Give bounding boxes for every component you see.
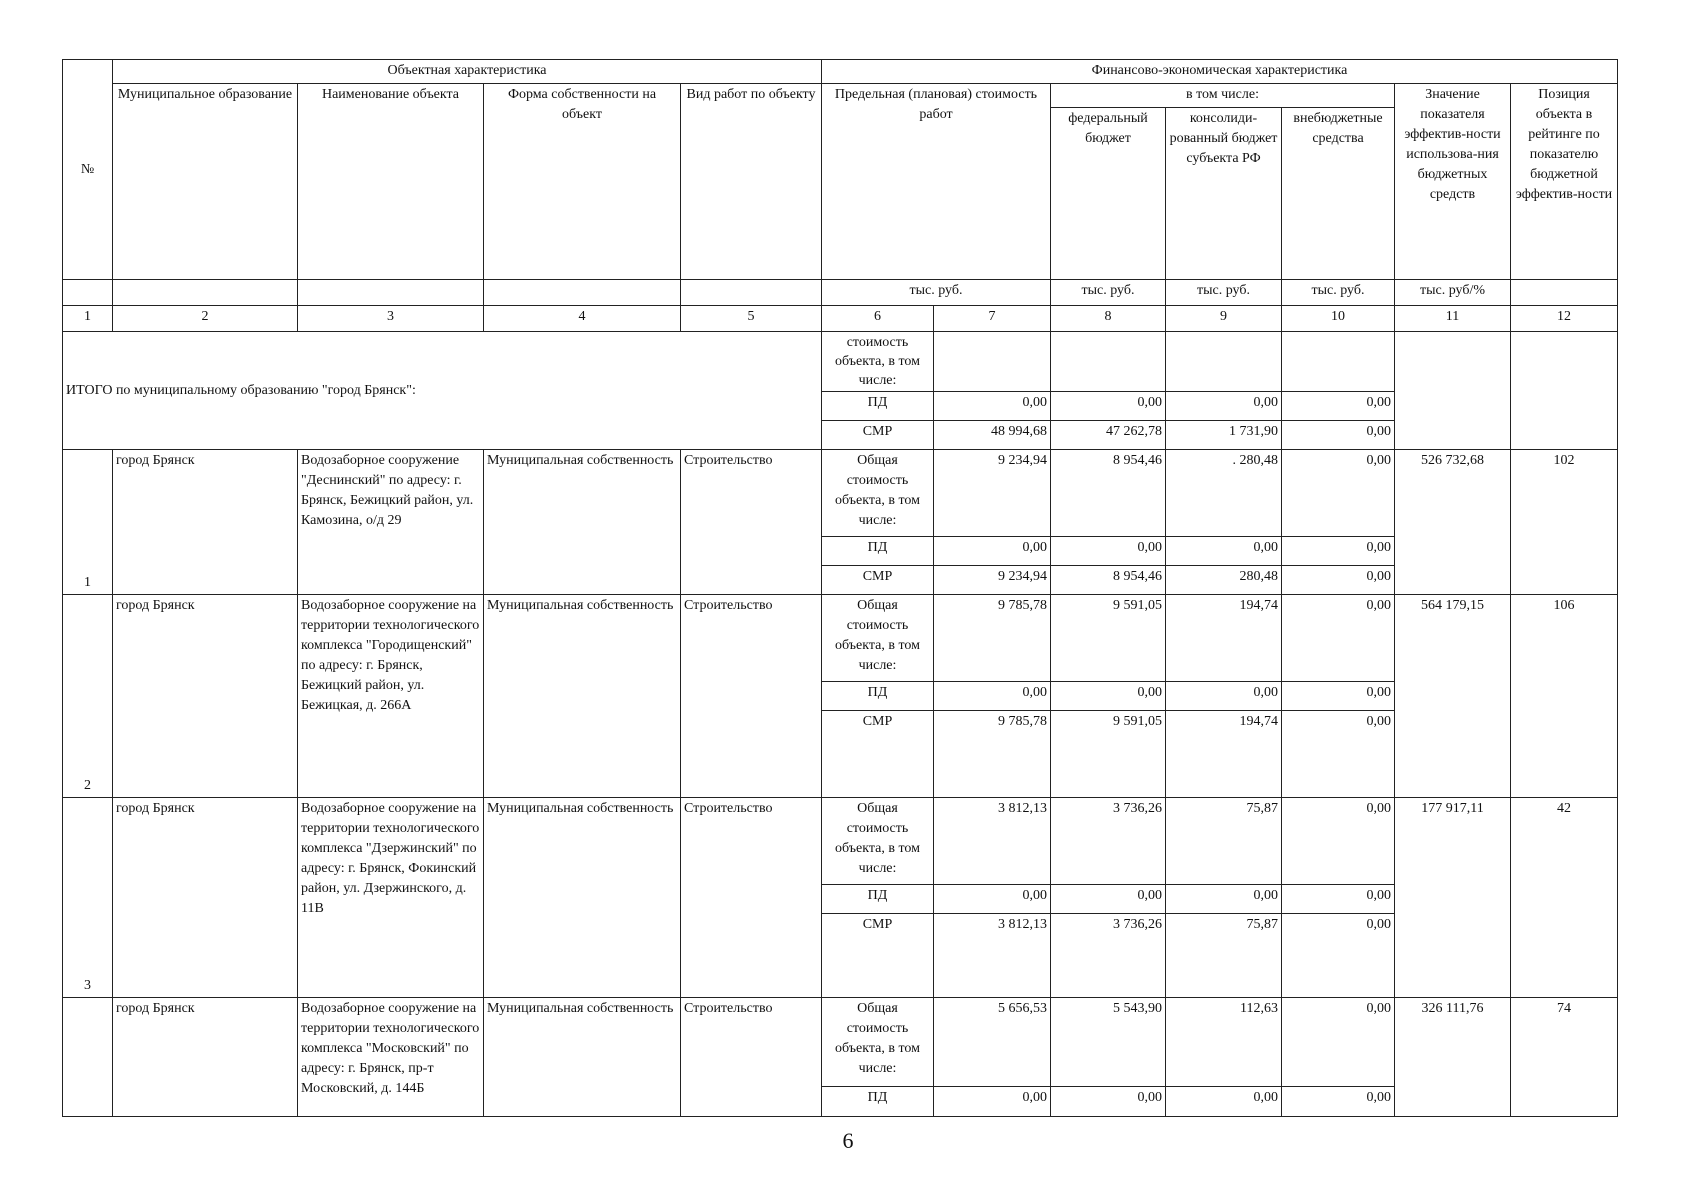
object-total-cost: 3 812,13 <box>934 798 1051 885</box>
smr-consolidated: 194,74 <box>1166 711 1282 798</box>
total-row-cost: 0,00 <box>934 392 1051 421</box>
col-number: 11 <box>1395 306 1511 332</box>
object-name: Водозаборное сооружение на территории технологического комплекса "Дзержинский" по адресу: г. Брянск, Фокинский район, ул. Дзержинского, д. 11В <box>298 798 484 998</box>
pd-type: ПД <box>822 885 934 914</box>
col-number: 5 <box>681 306 822 332</box>
pd-federal: 0,00 <box>1051 682 1166 711</box>
object-efficiency: 326 111,76 <box>1395 998 1511 1117</box>
object-total-cost: 9 785,78 <box>934 595 1051 682</box>
object-total-consolidated: 194,74 <box>1166 595 1282 682</box>
total-row-type: ПД <box>822 392 934 421</box>
pd-type: ПД <box>822 682 934 711</box>
col-number: 1 <box>63 306 113 332</box>
col-number: 10 <box>1282 306 1395 332</box>
object-efficiency: 564 179,15 <box>1395 595 1511 798</box>
smr-offbudget: 0,00 <box>1282 711 1395 798</box>
header-no: № <box>63 60 113 280</box>
object-name: Водозаборное сооружение "Деснинский" по адресу: г. Брянск, Бежицкий район, ул. Камозина, о/д 29 <box>298 450 484 595</box>
pd-cost: 0,00 <box>934 1087 1051 1117</box>
pd-cost: 0,00 <box>934 885 1051 914</box>
header-efficiency: Значение показателя эффектив-ности использова-ния бюджетных средств <box>1395 84 1511 280</box>
pd-federal: 0,00 <box>1051 537 1166 566</box>
pd-type: ПД <box>822 1087 934 1117</box>
object-total-offbudget: 0,00 <box>1282 450 1395 537</box>
smr-consolidated: 75,87 <box>1166 914 1282 998</box>
object-municipality: город Брянск <box>113 998 298 1117</box>
header-ownership: Форма собственности на объект <box>484 84 681 280</box>
unit-offbudget: тыс. руб. <box>1282 280 1395 306</box>
pd-offbudget: 0,00 <box>1282 885 1395 914</box>
smr-federal: 9 591,05 <box>1051 711 1166 798</box>
object-total-offbudget: 0,00 <box>1282 595 1395 682</box>
object-total-cost: 5 656,53 <box>934 998 1051 1087</box>
smr-type: СМР <box>822 566 934 595</box>
header-group-object: Объектная характеристика <box>113 60 822 84</box>
header-municipality: Муниципальное образование <box>113 84 298 280</box>
object-no <box>63 998 113 1117</box>
smr-offbudget: 0,00 <box>1282 566 1395 595</box>
object-total-offbudget: 0,00 <box>1282 998 1395 1087</box>
object-total-label: Общая стоимость объекта, в том числе: <box>822 450 934 537</box>
pd-cost: 0,00 <box>934 682 1051 711</box>
object-no: 1 <box>63 450 113 595</box>
header-group-finance: Финансово-экономическая характеристика <box>822 60 1618 84</box>
pd-consolidated: 0,00 <box>1166 1087 1282 1117</box>
unit-federal: тыс. руб. <box>1051 280 1166 306</box>
unit-efficiency: тыс. руб/% <box>1395 280 1511 306</box>
header-rating: Позиция объекта в рейтинге по показателю бюджетной эффектив-ности <box>1511 84 1618 280</box>
object-municipality: город Брянск <box>113 595 298 798</box>
total-row-offbudget: 0,00 <box>1282 392 1395 421</box>
header-cost-limit: Предельная (плановая) стоимость работ <box>822 84 1051 280</box>
col-number: 9 <box>1166 306 1282 332</box>
header-work-type: Вид работ по объекту <box>681 84 822 280</box>
object-name: Водозаборное сооружение на территории технологического комплекса "Городищенский" по адресу: г. Брянск, Бежицкий район, ул. Бежицкая, д. 266А <box>298 595 484 798</box>
object-total-label: Общая стоимость объекта, в том числе: <box>822 798 934 885</box>
pd-offbudget: 0,00 <box>1282 537 1395 566</box>
pd-cost: 0,00 <box>934 537 1051 566</box>
object-rating: 42 <box>1511 798 1618 998</box>
unit-consolidated: тыс. руб. <box>1166 280 1282 306</box>
object-total-federal: 8 954,46 <box>1051 450 1166 537</box>
col-number: 6 <box>822 306 934 332</box>
col-number: 7 <box>934 306 1051 332</box>
object-rating: 106 <box>1511 595 1618 798</box>
smr-consolidated: 280,48 <box>1166 566 1282 595</box>
object-work-type: Строительство <box>681 595 822 798</box>
total-row-consolidated: 1 731,90 <box>1166 421 1282 450</box>
pd-offbudget: 0,00 <box>1282 1087 1395 1117</box>
smr-federal: 8 954,46 <box>1051 566 1166 595</box>
budget-table <box>62 59 1618 1117</box>
unit-cost: тыс. руб. <box>822 280 1051 306</box>
object-rating: 74 <box>1511 998 1618 1117</box>
object-work-type: Строительство <box>681 998 822 1117</box>
page-number: 6 <box>842 1128 854 1153</box>
total-first-label: стоимость объекта, в том числе: <box>822 332 934 392</box>
object-work-type: Строительство <box>681 798 822 998</box>
header-consolidated: консолиди-рованный бюджет субъекта РФ <box>1166 108 1282 280</box>
smr-cost: 9 785,78 <box>934 711 1051 798</box>
pd-consolidated: 0,00 <box>1166 885 1282 914</box>
total-row-federal: 47 262,78 <box>1051 421 1166 450</box>
object-no: 2 <box>63 595 113 798</box>
object-total-federal: 9 591,05 <box>1051 595 1166 682</box>
pd-federal: 0,00 <box>1051 1087 1166 1117</box>
pd-consolidated: 0,00 <box>1166 537 1282 566</box>
object-total-consolidated: . 280,48 <box>1166 450 1282 537</box>
pd-federal: 0,00 <box>1051 885 1166 914</box>
pd-consolidated: 0,00 <box>1166 682 1282 711</box>
object-ownership: Муниципальная собственность <box>484 450 681 595</box>
smr-cost: 3 812,13 <box>934 914 1051 998</box>
object-efficiency: 526 732,68 <box>1395 450 1511 595</box>
smr-cost: 9 234,94 <box>934 566 1051 595</box>
smr-type: СМР <box>822 711 934 798</box>
object-rating: 102 <box>1511 450 1618 595</box>
object-total-consolidated: 112,63 <box>1166 998 1282 1087</box>
col-number: 4 <box>484 306 681 332</box>
object-total-label: Общая стоимость объекта, в том числе: <box>822 595 934 682</box>
total-row-offbudget: 0,00 <box>1282 421 1395 450</box>
smr-type: СМР <box>822 914 934 998</box>
object-total-cost: 9 234,94 <box>934 450 1051 537</box>
pd-type: ПД <box>822 537 934 566</box>
object-ownership: Муниципальная собственность <box>484 998 681 1117</box>
header-offbudget: внебюджетные средства <box>1282 108 1395 280</box>
total-label: ИТОГО по муниципальному образованию "город Брянск": <box>63 332 822 450</box>
object-efficiency: 177 917,11 <box>1395 798 1511 998</box>
col-number: 3 <box>298 306 484 332</box>
object-total-offbudget: 0,00 <box>1282 798 1395 885</box>
total-row-federal: 0,00 <box>1051 392 1166 421</box>
object-work-type: Строительство <box>681 450 822 595</box>
object-total-label: Общая стоимость объекта, в том числе: <box>822 998 934 1087</box>
object-name: Водозаборное сооружение на территории технологического комплекса "Московский" по адресу: г. Брянск, пр-т Московский, д. 144Б <box>298 998 484 1117</box>
pd-offbudget: 0,00 <box>1282 682 1395 711</box>
total-row-cost: 48 994,68 <box>934 421 1051 450</box>
object-total-federal: 5 543,90 <box>1051 998 1166 1087</box>
header-object-name: Наименование объекта <box>298 84 484 280</box>
object-municipality: город Брянск <box>113 450 298 595</box>
object-no: 3 <box>63 798 113 998</box>
header-including: в том числе: <box>1051 84 1395 108</box>
smr-federal: 3 736,26 <box>1051 914 1166 998</box>
header-federal: федеральный бюджет <box>1051 108 1166 280</box>
col-number: 12 <box>1511 306 1618 332</box>
object-total-federal: 3 736,26 <box>1051 798 1166 885</box>
total-row-type: СМР <box>822 421 934 450</box>
object-total-consolidated: 75,87 <box>1166 798 1282 885</box>
object-municipality: город Брянск <box>113 798 298 998</box>
col-number: 8 <box>1051 306 1166 332</box>
object-ownership: Муниципальная собственность <box>484 595 681 798</box>
total-row-consolidated: 0,00 <box>1166 392 1282 421</box>
smr-offbudget: 0,00 <box>1282 914 1395 998</box>
object-ownership: Муниципальная собственность <box>484 798 681 998</box>
col-number: 2 <box>113 306 298 332</box>
